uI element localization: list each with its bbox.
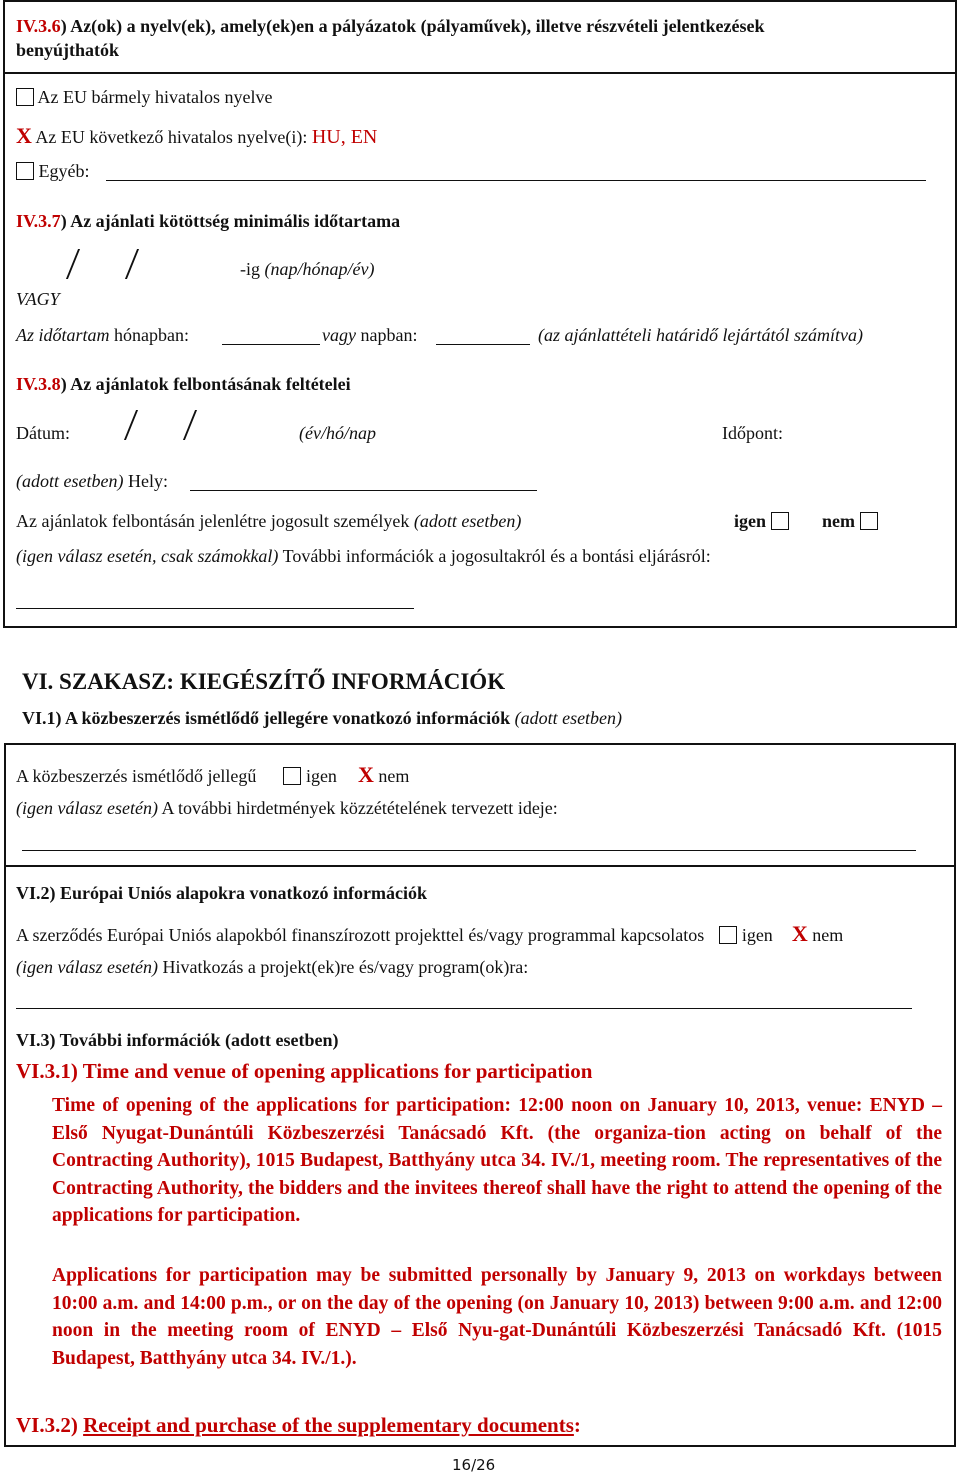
option-any-eu-language: Az EU bármely hivatalos nyelve: [16, 87, 272, 108]
checkbox-other[interactable]: [16, 162, 34, 180]
other-language-blank: [106, 180, 926, 181]
date-label: Dátum:: [16, 423, 70, 443]
option-other-language: Egyéb:: [16, 161, 90, 182]
title-divider: [4, 72, 956, 74]
eu-project-blank: [16, 1008, 912, 1009]
info-on-entitled: (igen válasz esetén, csak számokkal) További információk a jogosultakról és a bontási eljárásról:: [16, 546, 711, 566]
section-iv-3-7-title: IV.3.7) Az ajánlati kötöttség minimális időtartama: [16, 211, 401, 231]
opening-time-paragraph: Time of opening of the applications for participation: 12:00 noon on January 10, 2013, venue: ENYD – Első Nyugat-Dunántúli Közbeszerzési Tanácsadó Kft. (the organiza-tion acting on behalf of the Contracting Authority), 1015 Budapest, Batthyány utca 34. IV./1, meeting room. The representatives of the Contracting Authority, the bidders and the invitees thereof shall have the right to attend the opening of the applications for participation.: [52, 1095, 942, 1226]
place-label: (adott esetben) Hely:: [16, 471, 168, 491]
section-vi-3-title: VI.3) További információk (adott esetben): [16, 1030, 339, 1050]
section-vi-2-title: VI.2) Európai Uniós alapokra vonatkozó információk: [16, 883, 428, 903]
days-label: vagy napban:: [322, 325, 418, 345]
section-iv-3-6-title-cont: benyújthatók: [16, 40, 120, 60]
duration-line: Az időtartam hónapban:: [16, 325, 189, 345]
info-blank: [16, 608, 414, 609]
persons-no: nem: [822, 511, 878, 532]
persons-yes: igen: [734, 511, 789, 532]
recurrent-question: A közbeszerzés ismétlődő jellegű igen X nem: [16, 762, 410, 787]
page-number: 16/26: [452, 1456, 496, 1474]
section-vi-heading: VI. SZAKASZ: KIEGÉSZÍTŐ INFORMÁCIÓK: [22, 669, 506, 694]
checkbox-any-language[interactable]: [16, 88, 34, 106]
days-blank: [436, 344, 530, 345]
checked-mark[interactable]: X: [791, 921, 808, 946]
language-value: HU, EN: [311, 126, 378, 148]
time-label: Időpont:: [722, 423, 783, 443]
checkbox-recurrent-yes[interactable]: [283, 767, 301, 785]
section-iv-3-8-title: IV.3.8) Az ajánlatok felbontásának feltételei: [16, 374, 351, 394]
section-vi-3-2-title: VI.3.2) Receipt and purchase of the supplementary documents:: [16, 1413, 581, 1437]
checked-mark[interactable]: X: [357, 762, 374, 787]
eu-funds-question: A szerződés Európai Uniós alapokból finanszírozott projekttel és/vagy programmal kapcsolatos igen X nem: [16, 921, 844, 946]
section-iv-3-6-title: IV.3.6) Az(ok) a nyelv(ek), amely(ek)en a pályázatok (pályaművek), illetve részvételi jelentkezések: [16, 16, 765, 36]
checked-mark[interactable]: X: [16, 123, 32, 148]
recurrent-timing: (igen válasz esetén) A további hirdetmények közzétételének tervezett ideje:: [16, 798, 558, 818]
until-date-label: -ig (nap/hónap/év): [240, 259, 375, 279]
section-vi-3-1-title: VI.3.1) Time and venue of opening applications for participation: [16, 1059, 593, 1083]
or-label: VAGY: [16, 289, 60, 309]
months-blank: [222, 344, 320, 345]
recurrent-blank: [22, 850, 916, 851]
submission-paragraph: Applications for participation may be submitted personally by January 9, 2013 on workdays between 10:00 a.m. and 14:00 p.m., or on the day of the opening (on January 10, 2013) between 9:00 a.m. and 12:00 noon in the meeting room of ENYD – Első Nyu-gat-Dunántúli Közbeszerzési Tanácsadó Kft. (1015 Budapest, Batthyány utca 34. IV./1.).: [52, 1265, 942, 1369]
checkbox-persons-yes[interactable]: [771, 512, 789, 530]
option-following-languages: X Az EU következő hivatalos nyelve(i): HU, EN: [16, 123, 378, 148]
place-blank: [190, 490, 537, 491]
section-vi-1-title: VI.1) A közbeszerzés ismétlődő jellegére vonatkozó információk (adott esetben): [22, 708, 623, 728]
eu-project-reference: (igen válasz esetén) Hivatkozás a projekt(ek)re és/vagy program(ok)ra:: [16, 957, 529, 977]
persons-entitled: Az ajánlatok felbontásán jelenlétre jogosult személyek (adott esetben): [16, 511, 522, 531]
date-format-hint: (év/hó/nap: [299, 423, 376, 443]
duration-hint: (az ajánlattételi határidő lejártától számítva): [538, 325, 863, 345]
checkbox-persons-no[interactable]: [860, 512, 878, 530]
checkbox-eu-yes[interactable]: [719, 926, 737, 944]
